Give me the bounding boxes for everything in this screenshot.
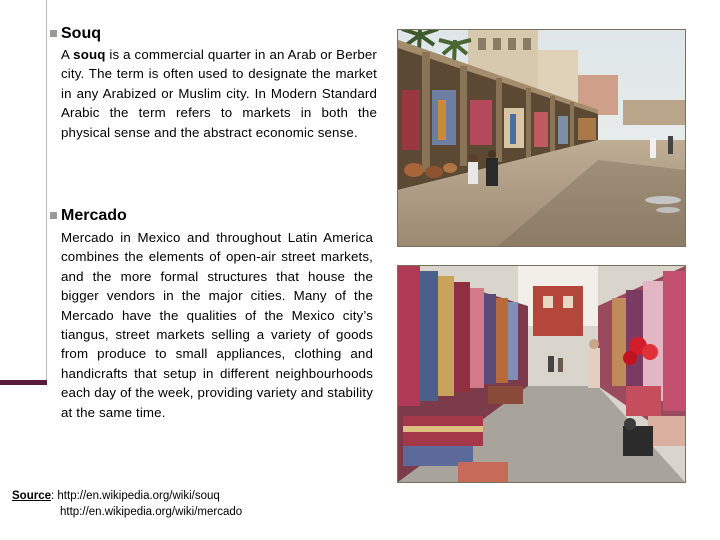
souq-market-photo: [397, 29, 686, 247]
source-colon: :: [51, 490, 55, 502]
souq-body-prefix: A: [61, 47, 74, 62]
left-margin-rule: [46, 0, 47, 380]
section-heading-mercado: Mercado: [61, 207, 127, 224]
section-body-souq: [61, 45, 377, 142]
section-heading-souq: Souq: [61, 25, 101, 42]
source-url-souq[interactable]: http://en.wikipedia.org/wiki/souq: [57, 490, 220, 502]
bullet-square: [50, 30, 57, 37]
section-body-mercado: Mercado in Mexico and throughout Latin America combines the elements of open-air street markets, and the more formal structures that house the bigger vendors in the major cities. Many of the Mercado have the qualities of the Mexico city’s tiangus, street markets selling a variety of goods from produce to small appliances, clothing and handicrafts that setup in different neighbourhoods each day of the week, providing variety and stability at the same time.: [61, 230, 373, 420]
source-label: Source: [12, 490, 51, 502]
bullet-square: [50, 212, 57, 219]
souq-body-rest: is a commercial quarter in an Arab or Berber city. The term is often used to designate the market in any Arabized or Muslim city. In Modern Standard Arabic the term refers to markets in both the physical sense and the abstract economic sense.: [61, 47, 377, 140]
souq-bold-term: souq: [73, 47, 106, 62]
source-url-mercado[interactable]: http://en.wikipedia.org/wiki/mercado: [60, 506, 243, 518]
source-citation: [12, 488, 242, 520]
accent-bar: [0, 380, 47, 385]
mercado-market-photo: [397, 265, 686, 483]
